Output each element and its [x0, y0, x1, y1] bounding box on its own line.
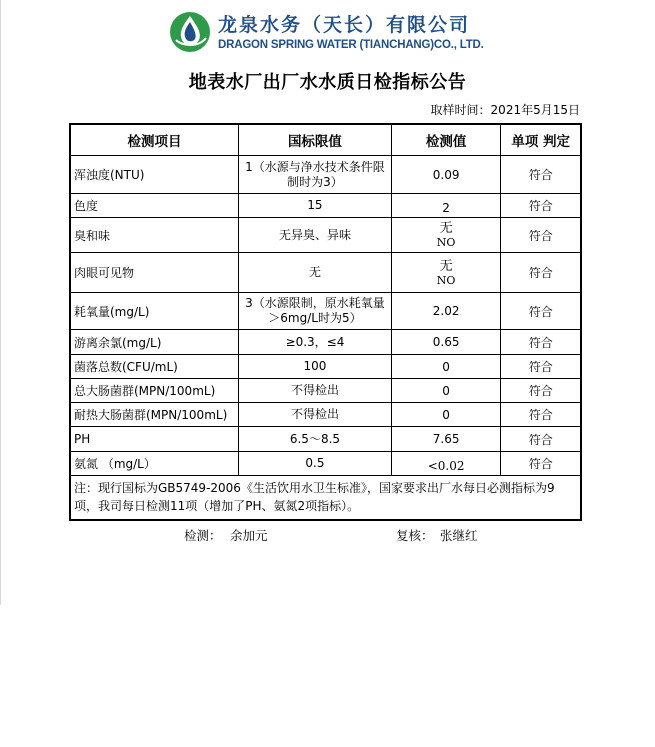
header-limit: 国标限值	[239, 124, 392, 156]
value-cell	[391, 253, 501, 293]
judge-cell: 符合	[501, 452, 581, 476]
sample-date: 取样时间：2021年5月15日	[430, 103, 580, 117]
table-row	[70, 253, 581, 293]
table-row	[70, 218, 581, 253]
note-row	[70, 476, 581, 520]
limit-cell: 不得检出	[239, 403, 392, 427]
item-cell: 臭和味	[70, 218, 239, 253]
limit-cell: 1（水源与净水技术条件限制时为3）	[239, 156, 392, 194]
page-title: 地表水厂出厂水水质日检指标公告	[188, 72, 467, 93]
value-cell: 0	[391, 355, 501, 379]
value-sub: NO	[436, 273, 456, 287]
judge-cell: 符合	[501, 293, 581, 330]
inspector-label: 检测：	[184, 528, 222, 543]
value-cell: 2.02	[391, 293, 501, 330]
table-row	[70, 427, 581, 452]
judge-cell: 符合	[501, 355, 581, 379]
judge-cell: 符合	[501, 156, 581, 194]
table-row	[70, 330, 581, 355]
header-value: 检测值	[391, 124, 501, 156]
table-row	[70, 355, 581, 379]
reviewer-name: 张继红	[440, 528, 478, 543]
limit-cell: 0.5	[239, 452, 392, 476]
table-header-row	[70, 124, 581, 156]
judge-cell: 符合	[501, 218, 581, 253]
limit-cell: 不得检出	[239, 379, 392, 403]
header-item: 检测项目	[70, 124, 239, 156]
table-row	[70, 452, 581, 476]
value-cell: 0.09	[391, 156, 501, 194]
item-cell: 肉眼可见物	[70, 253, 239, 293]
value-main: 无	[439, 221, 453, 236]
water-drop-logo-icon	[168, 10, 212, 54]
inspector-name: 余加元	[230, 528, 268, 543]
value-sub: NO	[436, 236, 456, 249]
value-cell: 7.65	[391, 427, 501, 452]
item-cell: 耐热大肠菌群(MPN/100mL)	[70, 403, 239, 427]
value-cell: 2	[391, 194, 501, 218]
judge-cell: 符合	[501, 403, 581, 427]
limit-cell: 无异臭、异味	[239, 218, 392, 253]
item-cell: 菌落总数(CFU/mL)	[70, 355, 239, 379]
limit-cell: 3（水源限制，原水耗氧量＞6mg/L时为5）	[239, 293, 392, 330]
value-cell: <0.02	[391, 452, 501, 476]
value-cell: 0	[391, 379, 501, 403]
header-judge: 单项 判定	[501, 124, 581, 156]
table-row	[70, 379, 581, 403]
table-row	[70, 403, 581, 427]
value-cell: 0	[391, 403, 501, 427]
judge-cell: 符合	[501, 253, 581, 293]
limit-cell: 6.5～8.5	[239, 427, 392, 452]
judge-cell: 符合	[501, 194, 581, 218]
table-row	[70, 194, 581, 218]
item-cell: 游离余氯(mg/L)	[70, 330, 239, 355]
limit-cell: 15	[239, 194, 392, 218]
value-cell: 0.65	[391, 330, 501, 355]
company-name-en: DRAGON SPRING WATER (TIANCHANG)CO., LTD.	[218, 39, 484, 51]
table-note: 注：现行国标为GB5749-2006《生活饮用水卫生标准》，国家要求出厂水每日必测指标为9项，我司每日检测11项（增加了PH、氨氮2项指标）。	[70, 476, 581, 520]
judge-cell: 符合	[501, 330, 581, 355]
limit-cell: 100	[239, 355, 392, 379]
limit-cell: ≥0.3，≤4	[239, 330, 392, 355]
item-cell: 氨氮 （mg/L）	[70, 452, 239, 476]
item-cell: 总大肠菌群(MPN/100mL)	[70, 379, 239, 403]
item-cell: 耗氧量(mg/L)	[70, 293, 239, 330]
value-cell	[391, 218, 501, 253]
table-row	[70, 156, 581, 194]
table-row	[70, 293, 581, 330]
value-main: 无	[439, 258, 453, 274]
judge-cell: 符合	[501, 427, 581, 452]
item-cell: 色度	[70, 194, 239, 218]
limit-cell: 无	[239, 253, 392, 293]
item-cell: 浑浊度(NTU)	[70, 156, 239, 194]
item-cell: PH	[70, 427, 239, 452]
water-quality-table	[69, 123, 582, 521]
reviewer-label: 复核：	[396, 528, 434, 543]
judge-cell: 符合	[501, 379, 581, 403]
company-logo	[168, 8, 488, 58]
company-name-cn: 龙泉水务（天长）有限公司	[218, 14, 471, 36]
